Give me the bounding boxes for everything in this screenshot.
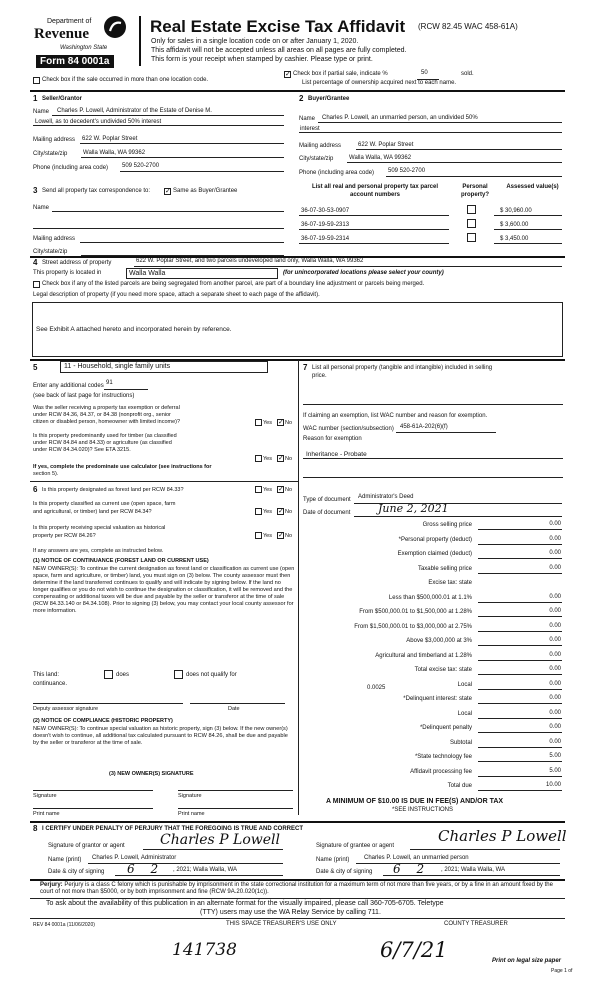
see-instructions: *SEE INSTRUCTIONS xyxy=(392,807,454,813)
q-exemption-line3: citizen or disabled person, homeowner with limited income)? xyxy=(33,419,181,425)
notice1-text: NEW OWNER(S): To continue the current designation as forest land or classification as current use (open space, farm and agriculture, or timber) land, you must sign on (3) below. The county assessor must then determine if the land transferred continues to qualify and will indicate by signing below. If the land no longer qualifies or you do not wish to continue the designation or classification, it will be removed and the compensating or additional taxes will be due and payable by the seller or transferor at the time of sale (RCW 84.33.140 or 84.34.108). Prior to signing (3) below, you may contact your local county assessor for more information. xyxy=(33,566,295,614)
section3-number: 3 xyxy=(33,186,38,195)
q-exemption-line2: under RCW 84.36, 84.37, or 84.38 (nonprofit org., senior xyxy=(33,412,171,418)
calc-value[interactable]: 0.00 xyxy=(549,622,561,629)
calc-value[interactable]: 0.00 xyxy=(549,695,561,701)
doc-type-value[interactable]: Administrator's Deed xyxy=(358,494,414,500)
owner-print-label: Print name xyxy=(33,811,60,817)
does-not-checkbox[interactable] xyxy=(174,670,183,679)
segregated-checkbox[interactable] xyxy=(33,281,40,288)
grantor-name-label: Name (print) xyxy=(48,857,82,863)
form-statute: (RCW 82.45 WAC 458-61A) xyxy=(418,22,518,31)
header-line1: Only for sales in a single location code on or after January 1, 2020. xyxy=(151,38,359,45)
perjury-text: Perjury is a class C felony which is punishable by imprisonment in the state correctional institution for a maximum term of not more than five years, or by a fine in an amount fixed by the court of not more than $5000, or by both imprisonment and fine (RCW 9A.20.020(1c)). xyxy=(40,882,553,895)
yes-label: Yes xyxy=(263,509,272,515)
land-use-value: 11 - Household, single family units xyxy=(64,363,171,370)
seller-city-label: City/state/zip xyxy=(33,151,68,157)
calc-value[interactable]: 0.00 xyxy=(549,608,561,614)
does-not-label: does not qualify for xyxy=(186,672,237,678)
buyer-heading: Buyer/Grantee xyxy=(308,96,350,102)
parcel-number[interactable]: 36-07-30-53-0907 xyxy=(301,208,350,214)
corr-name-field[interactable] xyxy=(52,204,284,212)
treasurer-use-label: THIS SPACE TREASURER'S USE ONLY xyxy=(226,921,337,927)
reason-value[interactable]: Inheritance - Probate xyxy=(306,451,367,458)
historic-no-checkbox[interactable]: ✓ xyxy=(278,532,284,539)
q-forest: Is this property designated as forest land per RCW 84.33? xyxy=(42,487,184,493)
buyer-mailing-label: Mailing address xyxy=(299,143,342,149)
dor-logo-icon xyxy=(103,15,127,39)
parcel-value[interactable]: $ 3,600.00 xyxy=(500,222,529,228)
calc-value[interactable]: 0.00 xyxy=(549,521,561,527)
revision-label: REV 84 0001a (11/06/2020) xyxy=(33,922,95,928)
section2-number: 2 xyxy=(299,94,304,103)
calc-label: Exemption claimed (deduct) xyxy=(397,551,472,557)
q-timber-line4: If yes, complete the predominate use calculator (see instructions for xyxy=(33,464,212,470)
legal-description-text: See Exhibit A attached hereto and incorporated herein by reference. xyxy=(36,326,232,333)
timber-no-checkbox[interactable]: ✓ xyxy=(278,455,284,462)
deputy-date-label: Date xyxy=(228,706,240,712)
grantor-date-label: Date & city of signing xyxy=(48,869,105,875)
calc-label: Total excise tax: state xyxy=(414,667,472,673)
seller-mailing-value[interactable]: 622 W. Poplar Street xyxy=(82,136,138,142)
calc-value[interactable]: 0.00 xyxy=(549,738,561,745)
calc-value[interactable]: 5.00 xyxy=(549,767,561,774)
personal-property-field[interactable] xyxy=(303,397,563,405)
notice2-text: NEW OWNER(S): To continue special valuation as historic property, sign (3) below. If the new owner(s) doesn't wish to continue, all additional tax calculated pursuant to RCW 84.26, shall be due and payable by the seller or transferor at the time of sale. xyxy=(33,726,288,746)
owner-signature-line[interactable] xyxy=(33,790,153,791)
personal-property-checkbox[interactable] xyxy=(467,219,476,228)
calc-label: Above $3,000,000 at 3% xyxy=(406,638,472,644)
q-exemption-line1: Was the seller receiving a property tax exemption or deferral xyxy=(33,405,180,411)
yes-label: Yes xyxy=(263,456,272,462)
yes-label: Yes xyxy=(263,533,272,539)
section8-number: 8 xyxy=(33,824,38,833)
parcels-col2-header: Personal property? xyxy=(460,184,489,198)
corr-mailing-field[interactable] xyxy=(80,235,284,243)
calc-value[interactable]: 0.00 xyxy=(549,564,561,571)
doc-date-label: Date of document xyxy=(303,510,351,516)
seller-heading: Seller/Grantor xyxy=(42,96,83,102)
section6-number: 6 xyxy=(33,485,38,494)
yes-label: Yes xyxy=(263,487,272,493)
exemption-instructions: If claiming an exemption, list WAC number and reason for exemption. xyxy=(303,413,488,419)
calc-label: Gross selling price xyxy=(422,522,472,528)
calc-label: Total due xyxy=(447,783,472,789)
corr-city-field[interactable] xyxy=(81,248,284,256)
deputy-signature-line[interactable] xyxy=(33,703,183,704)
multi-location-checkbox[interactable] xyxy=(33,77,40,84)
timber-yes-checkbox[interactable] xyxy=(255,455,262,462)
seller-name-label: Name xyxy=(33,109,50,115)
buyer-name-line2[interactable]: interest xyxy=(300,126,320,132)
parcel-number[interactable]: 36-07-19-59-2313 xyxy=(301,222,350,228)
local-rate: 0.0025 xyxy=(367,685,386,691)
page-indicator: Page 1 of xyxy=(551,968,573,974)
notice2-title: (2) NOTICE OF COMPLIANCE (HISTORIC PROPERTY) xyxy=(33,718,173,724)
certify-statement: I CERTIFY UNDER PENALTY OF PERJURY THAT THE FOREGOING IS TRUE AND CORRECT xyxy=(42,826,304,832)
reason-label: Reason for exemption xyxy=(303,436,362,442)
perjury-notice xyxy=(40,882,560,896)
section1-number: 1 xyxy=(33,94,38,103)
same-as-buyer-checkbox[interactable]: ✓ xyxy=(165,188,171,195)
corr-name-label: Name xyxy=(33,205,50,211)
header-line2: This affidavit will not be accepted unless all areas on all pages are fully completed. xyxy=(151,47,407,54)
calc-value[interactable]: 0.00 xyxy=(549,724,561,730)
historic-yes-checkbox[interactable] xyxy=(255,532,262,539)
seller-phone-label: Phone (including area code) xyxy=(33,165,109,171)
grantor-signature[interactable]: Charles P Lowell xyxy=(160,832,280,848)
deputy-signature-label: Deputy assessor signature xyxy=(33,706,99,712)
calc-label: Excise tax: state xyxy=(428,580,472,586)
calc-value[interactable]: 10.00 xyxy=(545,782,561,788)
form-number: Form 84 0001a xyxy=(36,55,114,68)
current-use-yes-checkbox[interactable] xyxy=(255,508,262,515)
buyer-name-label: Name xyxy=(299,116,316,122)
treasurer-stamp-number: 141738 xyxy=(172,940,237,960)
q-historic-line1: Is this property receiving special valuation as historical xyxy=(33,525,166,531)
corr-city-label: City/state/zip xyxy=(33,249,68,255)
dept-line2: Revenue xyxy=(34,26,89,42)
partial-sale-sold: sold. xyxy=(461,71,474,77)
q-historic-line2: property per RCW 84.26? xyxy=(33,533,96,539)
legal-label: Legal description of property (if you need more space, attach a separate sheet to each page of the affidavit). xyxy=(33,292,320,298)
correspondence-label: Send all property tax correspondence to: xyxy=(42,188,151,194)
grantee-date-handwritten[interactable]: 6 2 xyxy=(393,862,431,876)
personal-property-checkbox[interactable] xyxy=(467,205,476,214)
this-land-label: This land: xyxy=(33,672,60,678)
section7-text2: price. xyxy=(312,373,327,379)
section6-instructions: If any answers are yes, complete as instructed below. xyxy=(33,548,164,554)
q-current-use-line2: and agricultural, or timber) land per RCW 84.34? xyxy=(33,509,152,515)
minimum-due-note: A MINIMUM OF $10.00 IS DUE IN FEE(S) AND/OR TAX xyxy=(326,798,504,805)
doc-type-label: Type of document xyxy=(303,497,351,503)
segregated-label: Check box if any of the listed parcels are being segregated from another parcel, are part of a boundary line adjustment or parcels being merged. xyxy=(42,281,425,287)
parcels-col3-header: Assessed value(s) xyxy=(506,184,559,190)
calc-value[interactable]: 0.00 xyxy=(549,651,561,658)
street-value[interactable]: 622 W. Poplar Street, and two parcels undeveloped land only, Walla Walla, WA 99362 xyxy=(136,258,364,264)
dept-line1: Department of xyxy=(47,18,92,25)
reason-field-line2[interactable] xyxy=(303,470,563,478)
seller-name-line2[interactable]: Lowell, as to decedent's undivided 50% interest xyxy=(35,119,162,125)
calc-label: Local xyxy=(457,681,472,688)
exemption-no-checkbox[interactable]: ✓ xyxy=(278,419,284,426)
grantor-date-value[interactable]: , 2021; Walla Walla, WA xyxy=(173,867,238,873)
calc-label: *Delinquent penalty xyxy=(419,725,472,731)
buyer-phone-value[interactable]: 509 520-2700 xyxy=(388,168,426,174)
partial-sale-label: Check box if partial sale, indicate % xyxy=(293,71,388,77)
calc-label: *Delinquent interest: state xyxy=(403,696,472,702)
calc-label: Less than $500,000.01 at 1.1% xyxy=(388,594,472,601)
grantor-date-handwritten[interactable]: 6 2 xyxy=(127,862,165,876)
buyer-city-label: City/state/zip xyxy=(299,156,334,162)
county-treasurer-label: COUNTY TREASURER xyxy=(444,921,508,927)
section4-number: 4 xyxy=(33,258,38,267)
owner-print-line[interactable] xyxy=(33,808,153,809)
partial-sale-note: List percentage of ownership acquired next to each name. xyxy=(302,80,457,86)
treasurer-stamp-date: 6/7/21 xyxy=(380,938,448,962)
wac-label: WAC number (section/subsection) xyxy=(303,426,394,432)
calc-label: From $1,500,000.01 to $3,000,000 at 2.75% xyxy=(354,623,472,630)
form-title: Real Estate Excise Tax Affidavit xyxy=(150,17,406,36)
q-timber-line5: section 5). xyxy=(33,471,59,477)
grantor-signature-label: Signature of grantor or agent xyxy=(48,843,125,849)
additional-codes-label: Enter any additional codes xyxy=(33,383,104,389)
grantee-name-label: Name (print) xyxy=(316,857,350,863)
location-select[interactable] xyxy=(126,268,278,279)
buyer-mailing-value[interactable]: 622 W. Poplar Street xyxy=(358,142,414,148)
multi-location-label: Check box if the sale occurred in more than one location code. xyxy=(42,77,209,83)
seller-phone-value[interactable]: 509 520-2700 xyxy=(122,163,160,169)
calc-label: *Personal property (deduct) xyxy=(398,536,472,543)
corr-mailing-label: Mailing address xyxy=(33,236,76,242)
calc-value[interactable]: 0.00 xyxy=(549,637,561,643)
grantee-date-value[interactable]: , 2021; Walla Walla, WA xyxy=(441,867,506,873)
buyer-phone-label: Phone (including area code) xyxy=(299,170,375,176)
land-use-select[interactable] xyxy=(60,361,268,373)
exemption-yes-checkbox[interactable] xyxy=(255,419,262,426)
calc-value[interactable]: 0.00 xyxy=(549,709,561,716)
grantee-name-value[interactable]: Charles P. Lowell, an unmarried person xyxy=(364,855,469,861)
no-label: No xyxy=(285,456,293,462)
continuance-label: continuance. xyxy=(33,681,68,687)
doc-date-value[interactable]: June 2, 2021 xyxy=(378,502,449,515)
same-as-buyer-label: Same as Buyer/Grantee xyxy=(173,188,238,194)
print-legal-note: Print on legal size paper xyxy=(492,958,562,964)
parcel-value[interactable]: $ 3,450.00 xyxy=(500,236,529,242)
calc-label: *State technology fee xyxy=(414,754,472,760)
calc-value[interactable]: 0.00 xyxy=(549,550,561,556)
owner-signature2-line[interactable] xyxy=(178,790,293,791)
no-label: No xyxy=(285,420,293,426)
calc-value[interactable]: 5.00 xyxy=(549,753,561,759)
legal-description-box[interactable] xyxy=(32,302,563,357)
grantee-signature-label: Signature of grantee or agent xyxy=(316,843,395,849)
calc-label: Local xyxy=(457,710,472,717)
no-label: No xyxy=(285,533,293,539)
seller-mailing-label: Mailing address xyxy=(33,137,76,143)
owner-print2-label: Print name xyxy=(178,811,205,817)
accessibility-line1: To ask about the availability of this publication in an alternate format for the visually impaired, please call 360-705-6705. Teletype xyxy=(46,900,444,907)
accessibility-line2: (TTY) users may use the WA Relay Service by calling 711. xyxy=(200,909,381,916)
additional-codes-value[interactable]: 91 xyxy=(106,380,113,386)
partial-sale-checkbox[interactable]: ✓ xyxy=(285,71,291,78)
located-note: (for unincorporated locations please select your county) xyxy=(283,270,444,276)
q-timber-line3: under RCW 84.34.020)? See ETA 3215. xyxy=(33,447,131,453)
yes-label: Yes xyxy=(263,420,272,426)
partial-sale-percent[interactable]: 50 xyxy=(421,70,428,76)
q-timber-line1: Is this property predominantly used for timber (as classified xyxy=(33,433,177,439)
owner-signature-label: Signature xyxy=(33,793,57,799)
header-line3: This form is your receipt when stamped by cashier. Please type or print. xyxy=(151,56,373,63)
section5-number: 5 xyxy=(33,363,38,372)
deputy-date-line[interactable] xyxy=(190,703,285,704)
seller-city-value[interactable]: Walla Walla, WA 99362 xyxy=(83,150,146,156)
no-label: No xyxy=(285,509,293,515)
owner-signature2-label: Signature xyxy=(178,793,202,799)
grantee-date-label: Date & city of signing xyxy=(316,869,373,875)
q-current-use-line1: Is this property classified as current use (open space, farm xyxy=(33,501,176,507)
section7-text1: List all personal property (tangible and intangible) included in selling xyxy=(312,365,493,371)
grantee-signature[interactable]: Charles P Lowell xyxy=(438,827,567,845)
notice1-title: (1) NOTICE OF CONTINUANCE (FOREST LAND OR CURRENT USE) xyxy=(33,558,209,564)
street-label: Street address of property xyxy=(42,260,112,266)
calc-value[interactable]: 0.00 xyxy=(549,535,561,542)
notice3-title: (3) NEW OWNER(S) SIGNATURE xyxy=(109,771,194,777)
calc-label: From $500,000.01 to $1,500,000 at 1.28% xyxy=(359,609,472,615)
current-use-no-checkbox[interactable]: ✓ xyxy=(278,508,284,515)
q-timber-line2: under RCW 84.84 and 84.33) or agriculture (as classified xyxy=(33,440,172,446)
owner-print2-line[interactable] xyxy=(178,808,293,809)
header-divider xyxy=(139,16,141,66)
dept-line3: Washington State xyxy=(60,45,108,51)
forest-no-checkbox[interactable]: ✓ xyxy=(278,486,284,493)
additional-codes-note: (see back of last page for instructions) xyxy=(33,393,135,399)
section7-number: 7 xyxy=(303,363,308,372)
grantor-name-value[interactable]: Charles P. Lowell, Administrator xyxy=(92,855,177,861)
calc-value[interactable]: 0.00 xyxy=(549,666,561,672)
calc-label: Taxable selling price xyxy=(417,565,472,572)
buyer-name-line1[interactable]: Charles P. Lowell, an unmarried person, an undivided 50% xyxy=(322,115,478,121)
does-checkbox[interactable] xyxy=(104,670,113,679)
seller-name-line1[interactable]: Charles P. Lowell, Administrator of the Estate of Denise M. xyxy=(57,108,212,114)
parcel-value[interactable]: $ 30,960.00 xyxy=(500,208,532,214)
buyer-city-value[interactable]: Walla Walla, WA 99362 xyxy=(349,155,412,161)
calc-value[interactable]: 0.00 xyxy=(549,593,561,600)
does-label: does xyxy=(116,672,130,678)
located-label: This property is located in xyxy=(33,270,102,276)
no-label: No xyxy=(285,487,293,493)
wac-value[interactable]: 458-61A-202(6)(f) xyxy=(400,424,448,430)
calc-value[interactable]: 0.00 xyxy=(549,680,561,687)
parcels-col1-header: List all real and personal property tax parcel account numbers xyxy=(311,184,439,198)
calc-label: Agricultural and timberland at 1.28% xyxy=(375,652,472,659)
location-value: Walla Walla xyxy=(129,270,166,277)
calc-label: Affidavit processing fee xyxy=(410,768,472,775)
personal-property-checkbox[interactable] xyxy=(467,233,476,242)
perjury-bold: Perjury: xyxy=(40,882,63,888)
calc-label: Subtotal xyxy=(449,739,472,746)
parcel-number[interactable]: 36-07-19-59-2314 xyxy=(301,236,350,242)
forest-yes-checkbox[interactable] xyxy=(255,486,262,493)
